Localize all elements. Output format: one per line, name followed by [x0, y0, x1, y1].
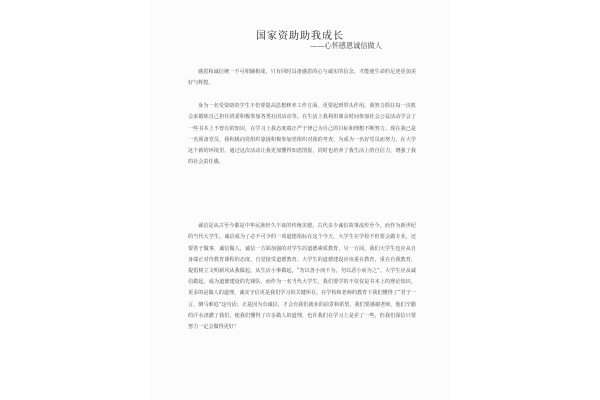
document-title: 国家资助助我成长 [256, 31, 344, 42]
paragraph-growth: 身为一名受资助的学生不但要提高思想修养工作方面，更要起到带头作用。我努力抓住每一次机会来锻炼自己担任班委积极参加各类社团活动等。在生活上我利用课余时间参加社会公益活动学会了一些书本上不曾有的知识，在学习上我态度端正严于律己为自己的目标和理想不断努力。现在我已是一名预备党员，我积极向党组织靠拢积极参加党组织对我的考查，为成为一名好党员而努力，在大学这个新的环境里，通过这次活动让我更加懂得知恩图报，同时也培养了我生活上的自信力，增强了我的社会责任感。 [188, 103, 416, 166]
paragraph-intro: 感恩和诚信统一不可相辅相成，只有同时具备感恩的心与诚实的信念，才能使生命的足迹更加美好与辉煌。 [188, 69, 416, 87]
document-page [150, 0, 450, 400]
document-subtitle: ——心怀感恩诚信做人 [310, 41, 382, 50]
paragraph-integrity: 诚信是从古至今都是中华民族经久不衰的传统美德。古代多少诚信故事流传至今。而作为新世纪的当代大学生，诚信成为了必不可少的一项道德指标在这个今天，大学生在学校不但要会做专业，还要善于做事，诚信做人，诚信一方面加强的对学生的道德素质教育，另一方面，我们大学生也应从自身端正对待教育课程的态度，自觉接受道德教育。大学生的道德建设应该重在教育，重在自我教育，提倡树立文明新风从我做起，从生活小事做起，“勿以善小而不为，勿以恶小而为之”。大学生应从诚信做起，成为道德建设的先锋队，而作为一名当代大学生，我们要学的不仅仅是书本上的理论知识，更多的是做人的道理，诚实守信更是我们学习的关键所在，在学校和老师的教育下我们懂得了“君子一言，驷马难追”这句话；正是因为有诚信，才会有我们就业的前景和希望。我们要感谢老师，他们辛勤的汗水浇灌了我们，使我们懂得了许多做人的道理，也许我们在学习上是差了一些，但我们深信只要努力一定会做得更好！ [188, 223, 416, 330]
